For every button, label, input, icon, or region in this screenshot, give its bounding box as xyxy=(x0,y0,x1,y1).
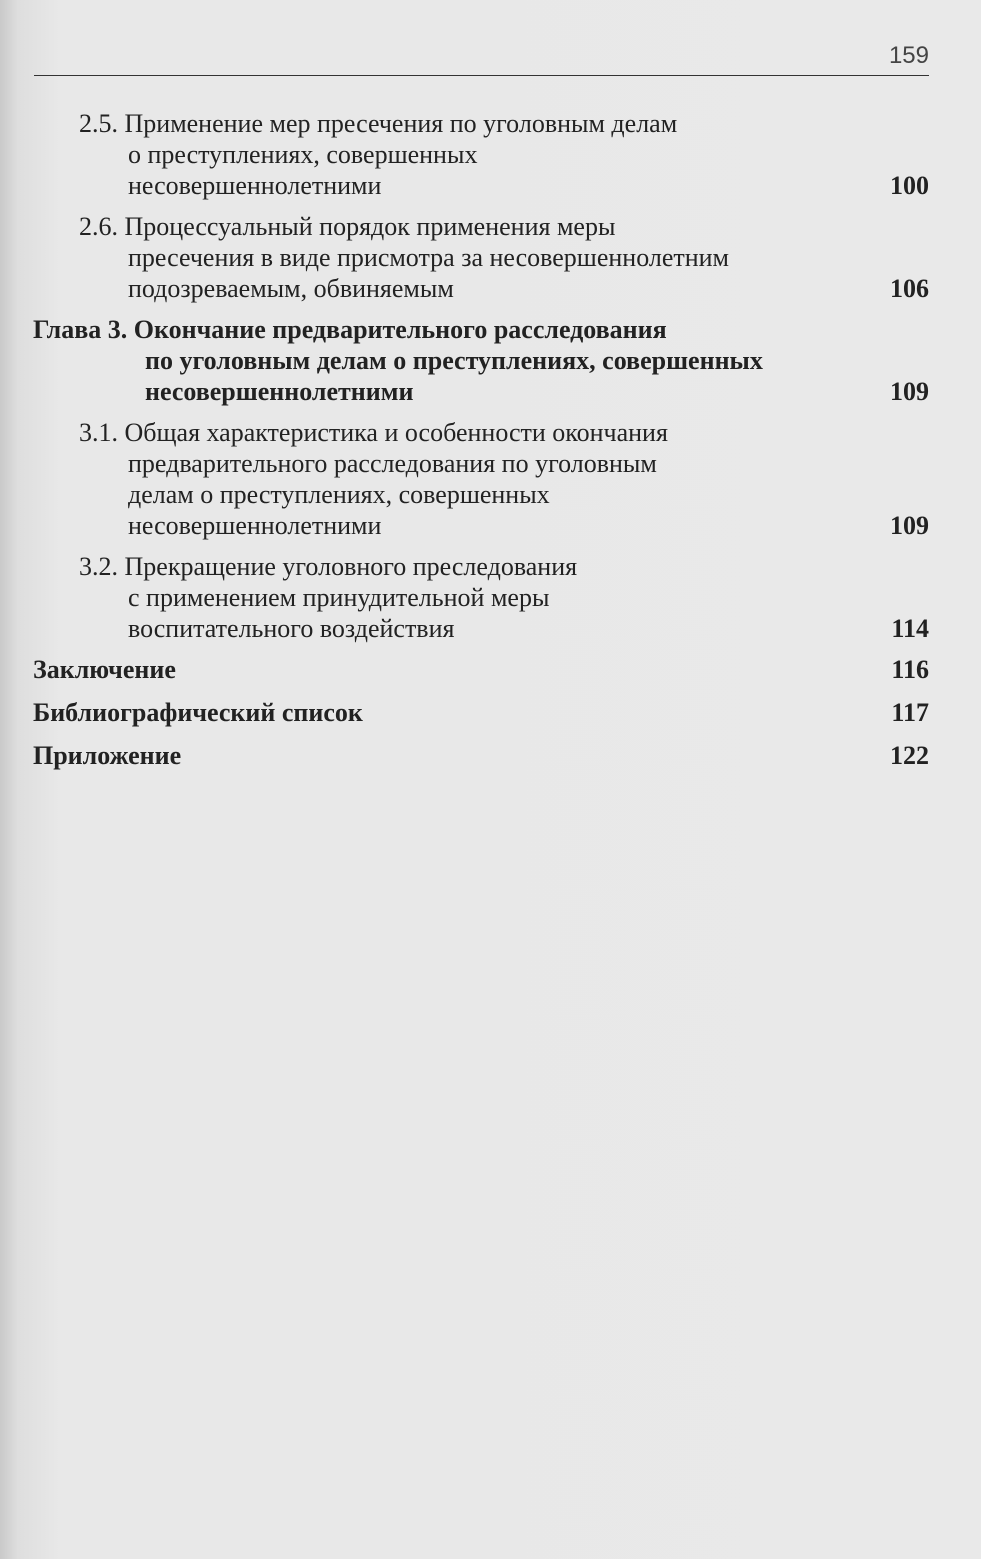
toc-entry-title: 3.2. Прекращение уголовного преследования с применением принудительной меры воспитательного воздействия xyxy=(79,552,578,643)
toc-page-ref: 122 xyxy=(890,741,929,770)
toc-page-ref: 116 xyxy=(891,655,929,684)
toc-entry-title: Приложение xyxy=(33,741,182,770)
toc-entry-bibliography[interactable] xyxy=(33,697,929,728)
toc-page-ref: 114 xyxy=(891,614,929,643)
toc-entry-title: 2.6. Процессуальный порядок применения меры пресечения в виде присмотра за несовершеннолетним подозреваемым, обвиняемым xyxy=(79,212,730,303)
toc-page-ref: 117 xyxy=(891,698,929,727)
toc-entry-title: Библиографический список xyxy=(33,698,363,727)
toc-entry-title: Глава 3. Окончание предварительного расследования по уголовным делам о преступлениях, совершенных несовершеннолетними xyxy=(33,315,763,406)
toc-entry-number: 3.1. xyxy=(79,418,118,447)
toc-entry-2-6[interactable] xyxy=(33,211,929,304)
toc-page-ref: 100 xyxy=(890,171,929,200)
toc-page-ref: 109 xyxy=(890,377,929,406)
toc-entry-appendix[interactable] xyxy=(33,740,929,771)
toc-entry-number: 2.6. xyxy=(79,212,118,241)
toc-entry-conclusion[interactable] xyxy=(33,654,929,685)
toc-entry-title: 3.1. Общая характеристика и особенности окончания предварительного расследования по уголовным делам о преступлениях, совершенных несовершеннолетними xyxy=(79,418,668,540)
header-rule xyxy=(34,75,929,76)
toc-entry-2-5[interactable] xyxy=(33,108,929,201)
toc-entry-3-1[interactable] xyxy=(33,417,929,541)
page-number: 159 xyxy=(888,42,929,69)
toc-page-ref: 109 xyxy=(890,511,929,540)
toc-entry-chapter-3[interactable] xyxy=(33,314,929,407)
toc-entry-title: Заключение xyxy=(33,655,176,684)
table-of-contents xyxy=(33,108,929,783)
toc-entry-3-2[interactable] xyxy=(33,551,929,644)
toc-entry-number: Глава 3. xyxy=(33,315,128,344)
toc-entry-title: 2.5. Применение мер пресечения по уголовным делам о преступлениях, совершенных несовершеннолетними xyxy=(79,109,678,200)
toc-entry-number: 2.5. xyxy=(79,109,118,138)
toc-entry-number: 3.2. xyxy=(79,552,118,581)
toc-page-ref: 106 xyxy=(890,274,929,303)
